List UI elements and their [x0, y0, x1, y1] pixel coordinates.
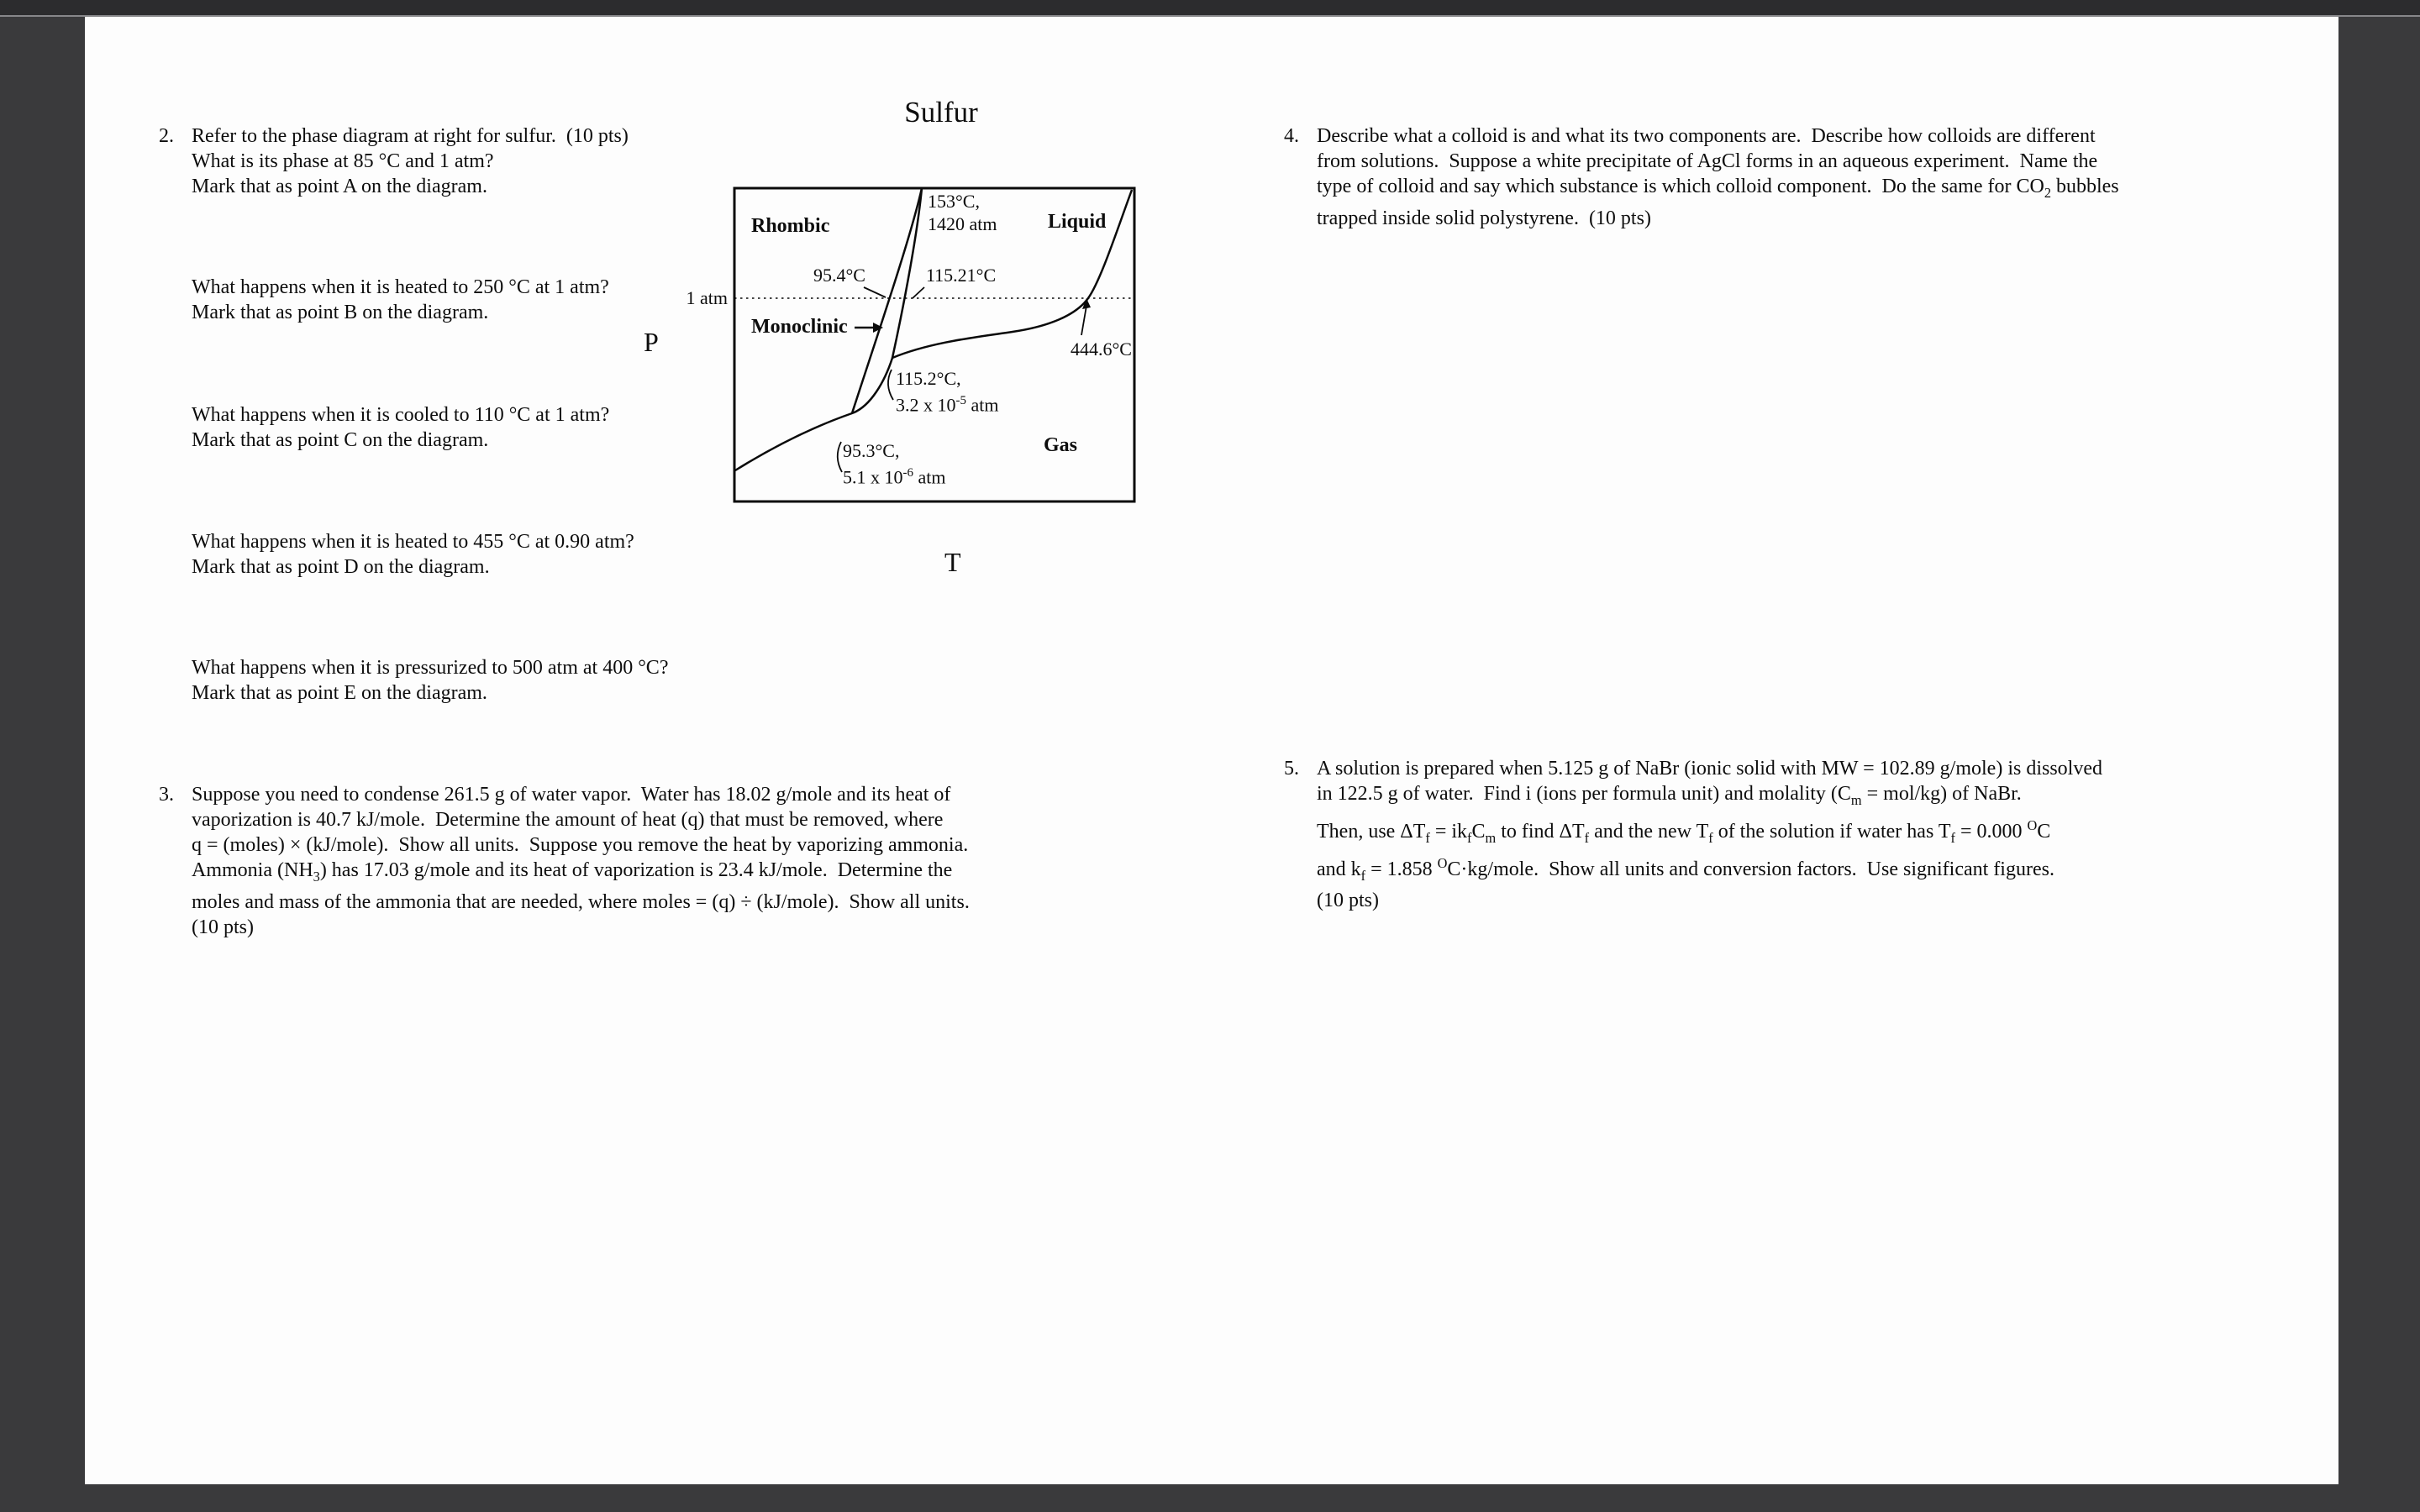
- triple-point-95-label: 95.3°C, 5.1 x $10^{-6}$ atm: [843, 440, 946, 488]
- window-top-band: [0, 0, 2420, 15]
- region-label-monoclinic: Monoclinic: [751, 316, 848, 338]
- question-2-number: 2.: [159, 125, 174, 147]
- leader-triple-95: [838, 442, 842, 472]
- question-5-number: 5.: [1284, 758, 1299, 780]
- triple-point-153-label: 153°C, 1420 atm: [928, 191, 997, 234]
- phase-diagram: [639, 92, 1176, 596]
- diagram-title: Sulfur: [904, 96, 978, 129]
- question-4-text: Describe what a colloid is and what its two components are. Describe how colloids are different from solutions. Suppose a white precipitate of AgCl forms in an aqueous experiment. Name the type of colloid and say which substance is which colloid component. Do the same for $CO_2$ bubbles trapped inside solid polystyrene. (10 pts): [1317, 125, 2119, 229]
- question-2-text: Refer to the phase diagram at right for sulfur. (10 pts) What is its phase at 85 °C and 1 atm? Mark that as point A on the diagram.: [192, 125, 629, 197]
- axis-label-pressure: P: [644, 327, 659, 357]
- question-2-part-e: What happens when it is pressurized to 500 atm at 400 °C? Mark that as point E on the diagram.: [192, 657, 669, 704]
- question-4: [1284, 123, 2266, 231]
- question-2-part-b: What happens when it is heated to 250 °C at 1 atm? Mark that as point B on the diagram.: [192, 276, 609, 323]
- document-page: [85, 17, 2338, 1484]
- leader-triple-115: [888, 370, 893, 400]
- question-3-text: Suppose you need to condense 261.5 g of water vapor. Water has 18.02 g/mole and its heat of vaporization is 40.7 kJ/mole. Determine the amount of heat (q) that must be removed, where q = (moles) × (kJ/mole). Show all units. Suppose you remove the heat by vaporizing ammonia. Ammonia $(NH_3)$ has 17.03 g/mole and its heat of vaporization is 23.4 kJ/mole. Determine the moles and mass of the ammonia that are needed, where moles = (q) ÷ (kJ/mole). Show all units. (10 pts): [192, 784, 970, 938]
- boiling-point-arrow: [1081, 306, 1086, 335]
- label-95-4: 95.4°C: [813, 265, 865, 286]
- one-atm-label: 1 atm: [686, 287, 728, 308]
- question-5: [1284, 756, 2266, 913]
- leader-95-4: [864, 287, 886, 297]
- region-label-liquid: Liquid: [1048, 211, 1107, 233]
- question-3: [159, 782, 1141, 940]
- triple-point-115-label: 115.2°C, 3.2 x $10^{-5}$ atm: [896, 368, 999, 416]
- axis-label-temperature: T: [944, 547, 961, 577]
- question-3-number: 3.: [159, 784, 174, 806]
- region-label-gas: Gas: [1044, 434, 1078, 456]
- region-label-rhombic: Rhombic: [751, 215, 830, 237]
- question-2-part-d: What happens when it is heated to 455 °C at 0.90 atm? Mark that as point D on the diagram.: [192, 531, 634, 578]
- label-444-6: 444.6°C: [1071, 339, 1132, 360]
- question-2-part-c: What happens when it is cooled to 110 °C at 1 atm? Mark that as point C on the diagram.: [192, 404, 610, 451]
- leader-115-21: [913, 287, 924, 298]
- question-4-number: 4.: [1284, 125, 1299, 147]
- question-5-text: A solution is prepared when 5.125 g of NaBr (ionic solid with MW = 102.89 g/mole) is dissolved in 122.5 g of water. Find i (ions per formula unit) and molality $(C_m = mol/kg)$ of NaBr. Then, use $\Delta T_f = ik_fC_m$ to find $\Delta T_f$ and the new $T_f$ of the solution if water has $T_f = 0.000$ $^O$C and $k_f = 1.858$ $^O$C·kg/mole. Show all units and conversion factors. Use significant figures. (10 pts): [1317, 758, 2103, 912]
- label-115-21: 115.21°C: [926, 265, 997, 286]
